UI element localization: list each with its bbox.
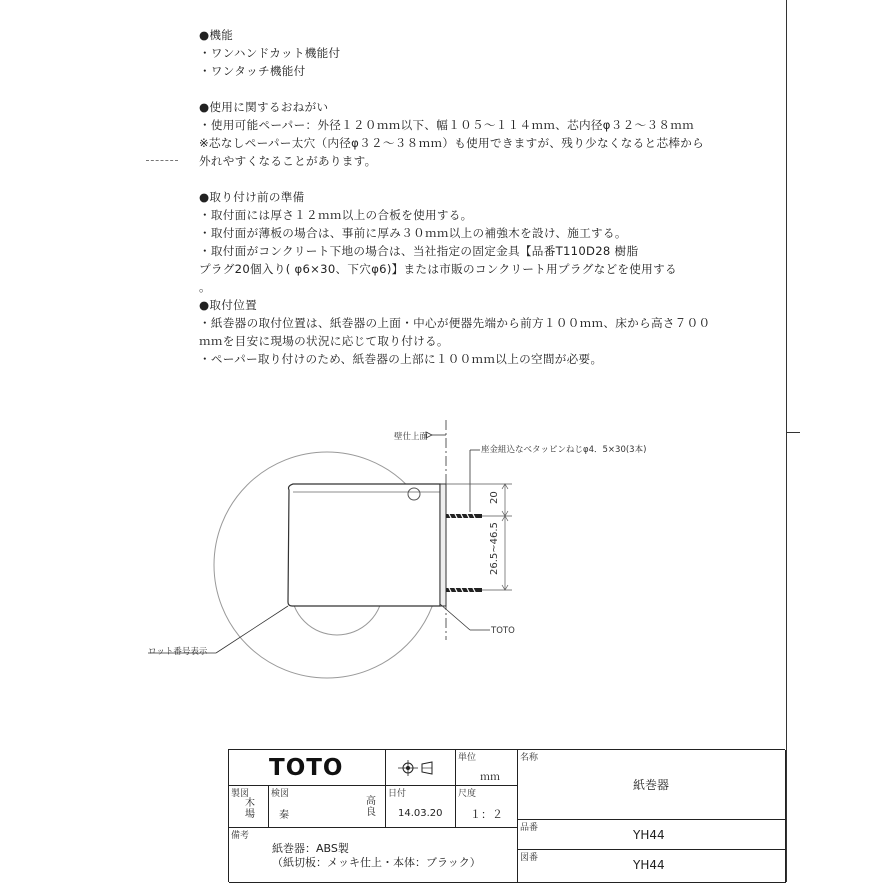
name-cell [518, 750, 786, 820]
section-heading: ●取り付け前の準備 [199, 190, 305, 204]
section-heading: ●取付位置 [199, 298, 257, 312]
note-line: ｍｍを目安に現場の状況に応じて取り付ける。 [199, 334, 449, 348]
note-line: ・取付面には厚さ１２ｍｍ以上の合板を使用する。 [199, 208, 473, 222]
name-value: 紙巻器 [633, 778, 670, 792]
note-line: ・使用可能ペーパー：外径１２０ｍｍ以下、幅１０５～１１４ｍｍ、芯内径φ３２～３８ｍｍ [199, 118, 695, 132]
note-line: プラグ20個入り( φ6×30、下穴φ6)】または市販のコンクリート用プラグなどを使用する [199, 262, 677, 276]
wall-plate [440, 484, 446, 606]
note-line: ・ペーパー取り付けのため、紙巻器の上部に１００ｍｍ以上の空間が必要。 [199, 352, 603, 366]
note-line: ・紙巻器の取付位置は、紙巻器の上面・中心が便器先端から前方１００ｍｍ、床から高さ７００ [199, 316, 711, 330]
projection-symbol-cell [386, 750, 456, 786]
screw-lower [446, 586, 482, 594]
scale-cell [456, 786, 518, 828]
part-number-value: YH44 [633, 828, 665, 842]
dim-top-label: 20 [489, 491, 500, 504]
remarks-cell [229, 828, 518, 883]
name-caption: 名称 [520, 753, 539, 763]
drafter-value: 木 場 [245, 798, 255, 820]
date-caption: 日付 [388, 789, 407, 799]
scale-value: １：２ [470, 808, 503, 821]
toto-logo: TOTO [269, 755, 344, 781]
note-line: 。 [199, 280, 211, 294]
checker-cell [269, 786, 386, 828]
drafter-cell [229, 786, 269, 828]
note-line: ※芯なしペーパー太穴（内径φ３２～３８ｍｍ）も使用できますが、残り少なくなると芯棒から [199, 136, 705, 150]
scale-caption: 尺度 [458, 789, 477, 799]
checker-value: 秦 [279, 810, 289, 821]
unit-cell [456, 750, 518, 786]
remarks-line: （紙切板：メッキ仕上・本体：ブラック） [272, 856, 481, 869]
section-heading: ●機能 [199, 28, 234, 42]
drawing-number-caption: 図番 [520, 853, 539, 863]
date-value: 14.03.20 [398, 808, 443, 819]
screw-label: 座金組込なべタッピンねじφ4．5×30(3本) [481, 445, 647, 455]
note-line: 外れやすくなることがあります。 [199, 154, 377, 168]
section-heading: ●使用に関するおねがい [199, 100, 329, 114]
checker-caption: 検図 [271, 789, 290, 799]
note-line: ・取付面が薄板の場合は、事前に厚み３０ｍｍ以上の補強木を設け、施工する。 [199, 226, 627, 240]
unit-value: ｍｍ [480, 772, 500, 783]
remarks-line: 紙巻器：ABS製 [272, 842, 349, 855]
note-line: ・取付面がコンクリート下地の場合は、当社指定の固定金具【品番T110D28 樹脂 [199, 244, 639, 258]
drawing-number-cell [518, 850, 786, 883]
dim-side-label: 26.5~46.5 [489, 522, 500, 575]
remarks-caption: 備考 [231, 831, 250, 841]
title-block [228, 749, 785, 882]
holder-body [288, 484, 440, 606]
note-line: ・ワンタッチ機能付 [199, 64, 306, 78]
unit-caption: 単位 [458, 753, 477, 763]
screw-upper [446, 512, 482, 520]
part-number-cell [518, 820, 786, 850]
part-number-caption: 品番 [520, 823, 539, 833]
note-line: ・ワンハンドカット機能付 [199, 46, 341, 60]
date-cell [386, 786, 456, 828]
brand-leader [440, 604, 470, 630]
approver-value: 高 良 [366, 796, 376, 818]
drafter-caption: 製図 [231, 789, 250, 799]
brand-label: TOTO [491, 626, 515, 636]
logo-cell [229, 750, 386, 786]
drawing-number-value: YH44 [633, 858, 665, 872]
lot-number-label: ロット番号表示 [148, 647, 208, 657]
lot-leader [216, 606, 288, 653]
projection-symbol-icon [386, 750, 456, 786]
wall-top-label: 壁仕上面 [394, 432, 429, 442]
